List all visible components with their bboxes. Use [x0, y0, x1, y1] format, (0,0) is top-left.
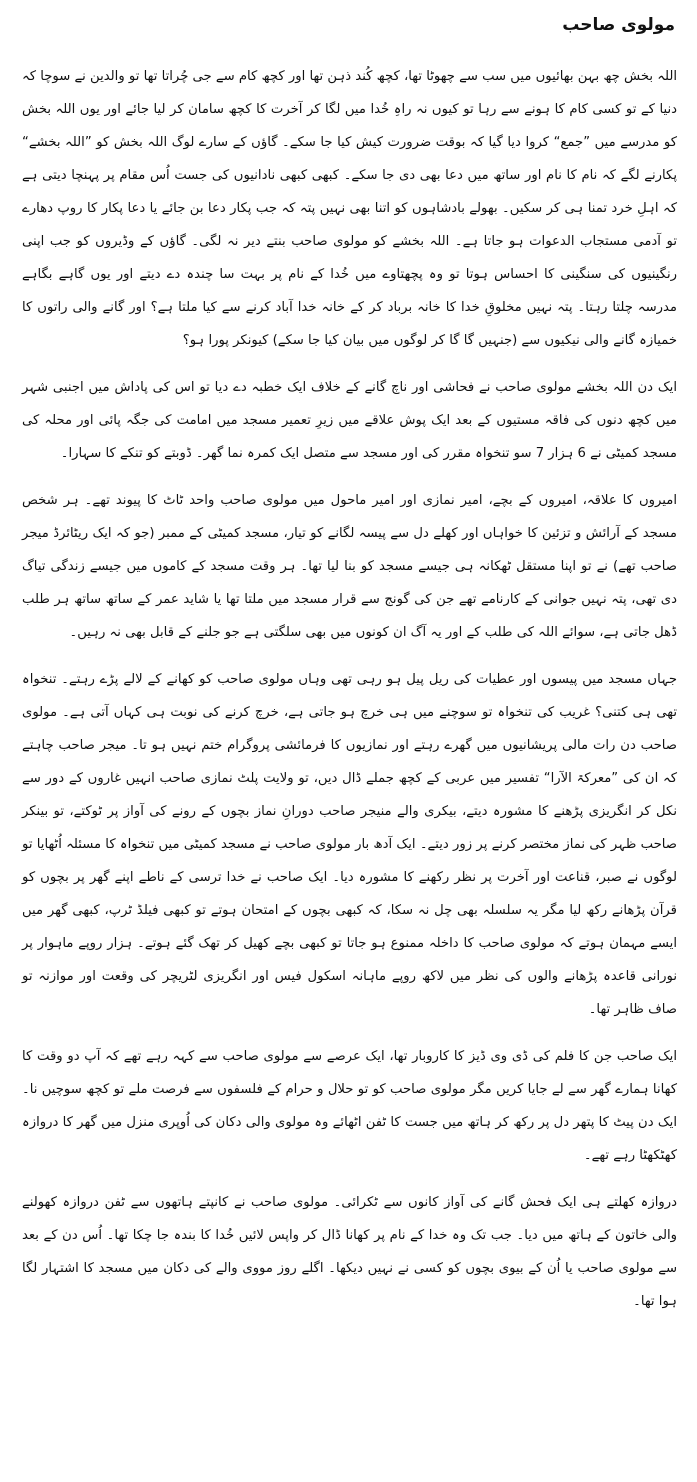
paragraph-2: ایک دن اللہ بخشے مولوی صاحب نے فحاشی اور ناچ گانے کے خلاف ایک خطبہ دے دیا تو اس کی پاداش میں اجنبی شہر میں کچھ دنوں کی فاقہ مستیوں کے بعد ایک پوش علاقے میں زیرِ تعمیر مسجد میں امامت کی جگہ پائی اور محلہ کی مسجد کمیٹی نے 6 ہزار 7 سو تنخواہ مقرر کی اور مسجد سے متصل ایک کمرہ نما گھر۔ ڈوبتے کو تنکے کا سہارا۔: [22, 380, 677, 461]
paragraph-4: جہاں مسجد میں پیسوں اور عطیات کی ریل پیل ہو رہی تھی وہاں مولوی صاحب کو کھانے کے لالے پڑے رہتے۔ تنخواہ تھی ہی کتنی؟ غریب کی تنخواہ تو سوچنے میں ہی خرچ ہو جاتی ہے، خرچ کرنے کی نوبت ہی کہاں آتی ہے۔ مولوی صاحب دن رات مالی پریشانیوں میں گھرے رہتے اور نمازیوں کا فرمائشی پروگرام ختم نہیں ہو تا۔ میجر صاحب چاہتے کہ ان کی ”معرکۃ الآرا“ تفسیر میں عربی کے کچھ جملے ڈال دیں، تو ولایت پلٹ نمازی صاحب انہیں غاروں کے دور سے نکل کر انگریزی پڑھنے کا مشورہ دیتے، بیکری والے منیجر صاحب دورانِ نماز بچوں کے رونے کی آواز پر ٹوکتے، تو بینکر صاحب ظہر کی نماز مختصر کرنے پر زور دیتے۔ ایک آدھ بار مولوی صاحب نے مسجد کمیٹی میں تنخواہ کا مسئلہ اُٹھایا تو لوگوں نے صبر، قناعت اور آخرت پر نظر رکھنے کا مشورہ دیا۔ ایک صاحب نے خدا ترسی کے ناطے اپنے گھر پر بچوں کو قرآن پڑھانے رکھ لیا مگر یہ سلسلہ بھی چل نہ سکا، کہ کبھی بچوں کے امتحان ہوتے تو کبھی فیلڈ ٹرپ، کبھی گھر میں ایسے مہمان ہوتے کہ مولوی صاحب کا داخلہ ممنوع ہو جاتا تو کبھی بچے کھیل کر تھک گئے ہوتے۔ ہزار روپے ماہوار پر نورانی قاعدہ پڑھانے والوں کی نظر میں لاکھ روپے ماہانہ اسکول فیس اور انگریزی لٹریچر کی وقعت اور موازنہ تو صاف ظاہر تھا۔: [22, 672, 677, 1017]
paragraph-1: اللہ بخش چھ بہن بھائیوں میں سب سے چھوٹا تھا، کچھ کُند ذہن تھا اور کچھ کام سے جی چُراتا تھا تو والدین نے سوچا کہ دنیا کے تو کسی کام کا ہونے سے رہا تو کیوں نہ راہِ خُدا میں لگا کر آخرت کا کچھ سامان کر لیا جائے اور یوں اللہ بخش کو مدرسے میں ”جمع“ کروا دیا گیا کہ بوقت ضرورت کیش کیا جا سکے۔ گاؤں کے سارے لوگ اللہ بخش کو ”اللہ بخشے“ پکارنے لگے کہ نام کا نام اور ساتھ میں دعا بھی دی جا سکے۔ کبھی کبھی نادانیوں کی جست اُس مقام پر پہنچا دیتی ہے کہ اہلِ خرد تمنا ہی کر سکیں۔ بھولے بادشاہوں کو اتنا بھی نہیں پتہ کہ جب پکار دعا بن جائے یا دعا پکار کا روپ دھارے تو آدمی مستجاب الدعوات ہو جاتا ہے۔ اللہ بخشے کو مولوی صاحب بنتے دیر نہ لگی۔ گاؤں کے وڈیروں کو جب اپنی رنگینیوں کی سنگینی کا احساس ہوتا تو وہ پچھتاوے میں خُدا کے نام پر بہت سا چندہ دے دیتے اور یوں گاہے بگاہے مدرسہ چلتا رہتا۔ پتہ نہیں مخلوقِ خدا کا خانہ برباد کر کے خانہ خدا آباد کرنے سے کیا ملتا ہے؟ اور گانے والی راتوں کا خمیازہ گانے والی نیکیوں سے (جنہیں گا گا کر لوگوں میں بیان کیا جا سکے) کیونکر پورا ہو؟: [22, 69, 677, 348]
paragraph-6: دروازہ کھلتے ہی ایک فحش گانے کی آواز کانوں سے ٹکرائی۔ مولوی صاحب نے کانپتے ہاتھوں سے ٹفن دروازہ کھولنے والی خاتون کے ہاتھ میں دیا۔ جب تک وہ خدا کے نام پر کھانا ڈال کر واپس لائیں خُدا کا بندہ جا چکا تھا۔ اُس دن کے بعد سے مولوی صاحب یا اُن کے بیوی بچوں کو کسی نے نہیں دیکھا۔ اگلے روز مووی والے کی دکان میں مسجد کا اشتہار لگا ہوا تھا۔: [22, 1195, 677, 1309]
paragraph-5: ایک صاحب جن کا فلم کی ڈی وی ڈیز کا کاروبار تھا، ایک عرصے سے مولوی صاحب سے کہہ رہے تھے کہ آپ دو وقت کا کھانا ہمارے گھر سے لے جایا کریں مگر مولوی صاحب کو تو حلال و حرام کے فلسفوں سے فرصت ملے تو کچھ سوچیں نا۔ ایک دن پیٹ کا پتھر دل پر رکھ کر ہاتھ میں جست کا ٹفن اٹھائے وہ مولوی والی دکان کی اُوپری منزل میں گھر کا دروازہ کھٹکھٹا رہے تھے۔: [22, 1049, 677, 1163]
paragraph-3: امیروں کا علاقہ، امیروں کے بچے، امیر نمازی اور امیر ماحول میں مولوی صاحب واحد ٹاٹ کا پیوند تھے۔ ہر شخص مسجد کے آرائش و تزئین کا خواہاں اور کھلے دل سے پیسہ لگانے کو تیار، مسجد کمیٹی کے ممبر (جو کہ ایک ریٹائرڈ میجر صاحب تھے) نے تو اپنا مستقل ٹھکانہ ہی جیسے مسجد کو بنا لیا تھا۔ ہر وقت مسجد کے کاموں میں جیسے زندگی تیاگ دی تھی، پتہ نہیں جوانی کے کارنامے تھے جن کی گونج سے قرار مسجد میں ملتا تھا یا شاید عمر کے ساتھ ساتھ ہر طلب ڈھل جاتی ہے، سوائے اللہ کی طلب کے اور یہ آگ ان کونوں میں بھی سلگتی ہے جو جلنے کے قابل بھی نہ رہیں۔: [22, 493, 677, 640]
article-title: مولوی صاحب: [562, 15, 675, 35]
